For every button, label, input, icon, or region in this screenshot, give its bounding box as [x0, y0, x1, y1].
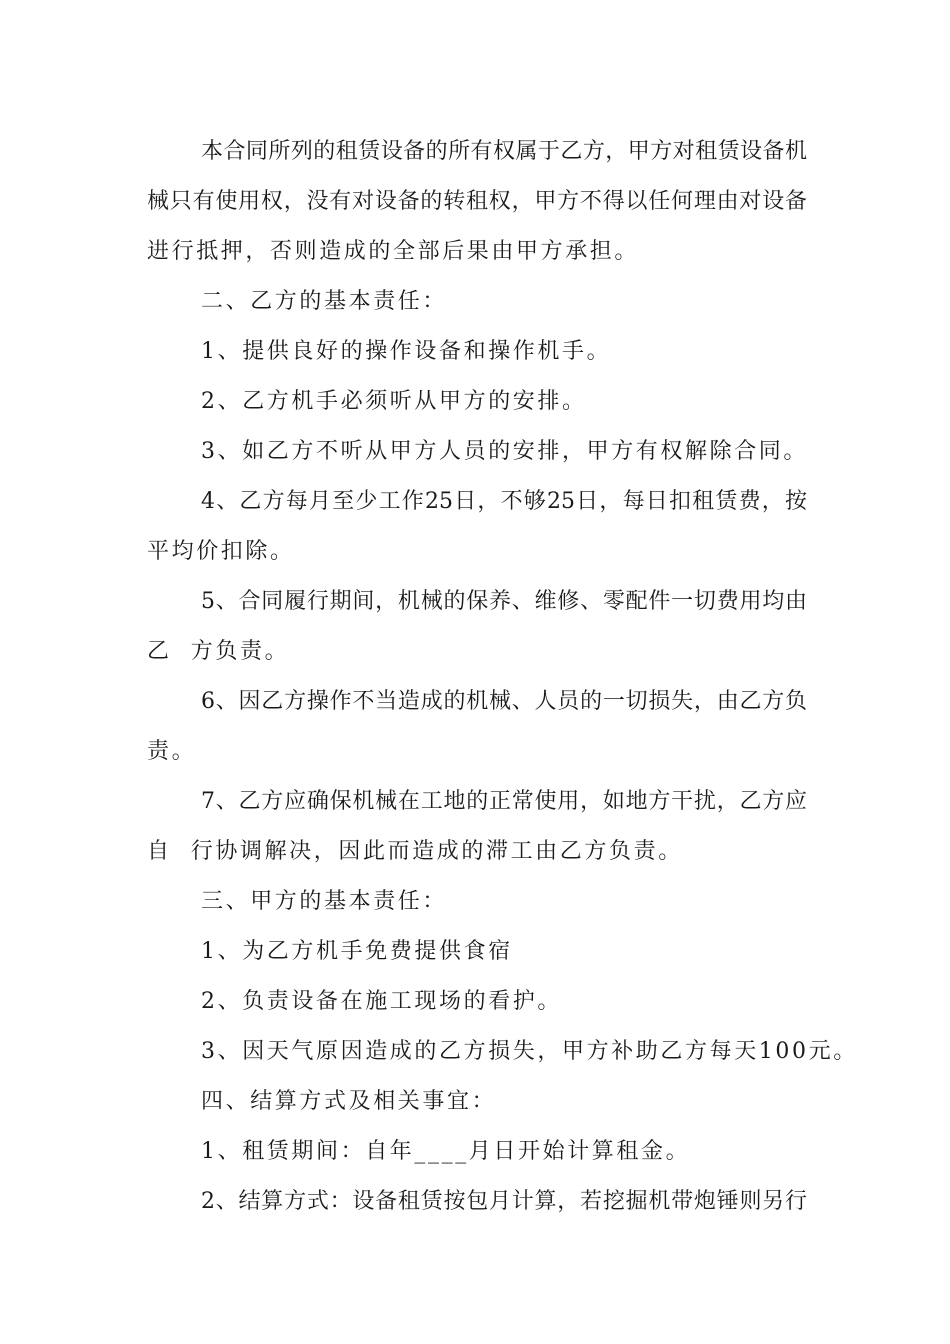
list-item-continuation: 自 行协调解决，因此而造成的滞工由乙方负责。: [147, 839, 683, 864]
list-item-continuation: 乙 方负责。: [147, 639, 290, 664]
list-item: 3、因天气原因造成的乙方损失，甲方补助乙方每天100元。: [201, 1039, 858, 1064]
section-heading: 三、甲方的基本责任：: [201, 889, 448, 914]
list-item: 7、乙方应确保机械在工地的正常使用，如地方干扰，乙方应: [201, 789, 807, 814]
list-item: 5、合同履行期间，机械的保养、维修、零配件一切费用均由: [201, 589, 807, 614]
section-heading: 二、乙方的基本责任：: [201, 289, 448, 314]
list-item-continuation: 责。: [147, 739, 197, 764]
list-item: 1、租赁期间：自年____月日开始计算租金。: [201, 1139, 691, 1164]
paragraph-line: 械只有使用权，没有对设备的转租权，甲方不得以任何理由对设备: [147, 189, 807, 214]
paragraph-line: 本合同所列的租赁设备的所有权属于乙方，甲方对租赁设备机: [201, 139, 807, 164]
list-item: 3、如乙方不听从甲方人员的安排，甲方有权解除合同。: [201, 439, 808, 464]
list-item: 2、负责设备在施工现场的看护。: [201, 989, 562, 1014]
section-heading: 四、结算方式及相关事宜：: [201, 1089, 497, 1114]
list-item: 6、因乙方操作不当造成的机械、人员的一切损失，由乙方负: [201, 689, 807, 714]
list-item-continuation: 平均价扣除。: [147, 539, 295, 564]
list-item: 1、提供良好的操作设备和操作机手。: [201, 339, 612, 364]
list-item: 2、结算方式：设备租赁按包月计算，若挖掘机带炮锤则另行: [201, 1189, 807, 1214]
list-item: 1、为乙方机手免费提供食宿: [201, 939, 513, 964]
list-item: 4、乙方每月至少工作25日，不够25日，每日扣租赁费，按: [201, 489, 807, 514]
paragraph-line: 进行抵押，否则造成的全部后果由甲方承担。: [147, 239, 640, 264]
list-item: 2、乙方机手必须听从甲方的安排。: [201, 389, 587, 414]
